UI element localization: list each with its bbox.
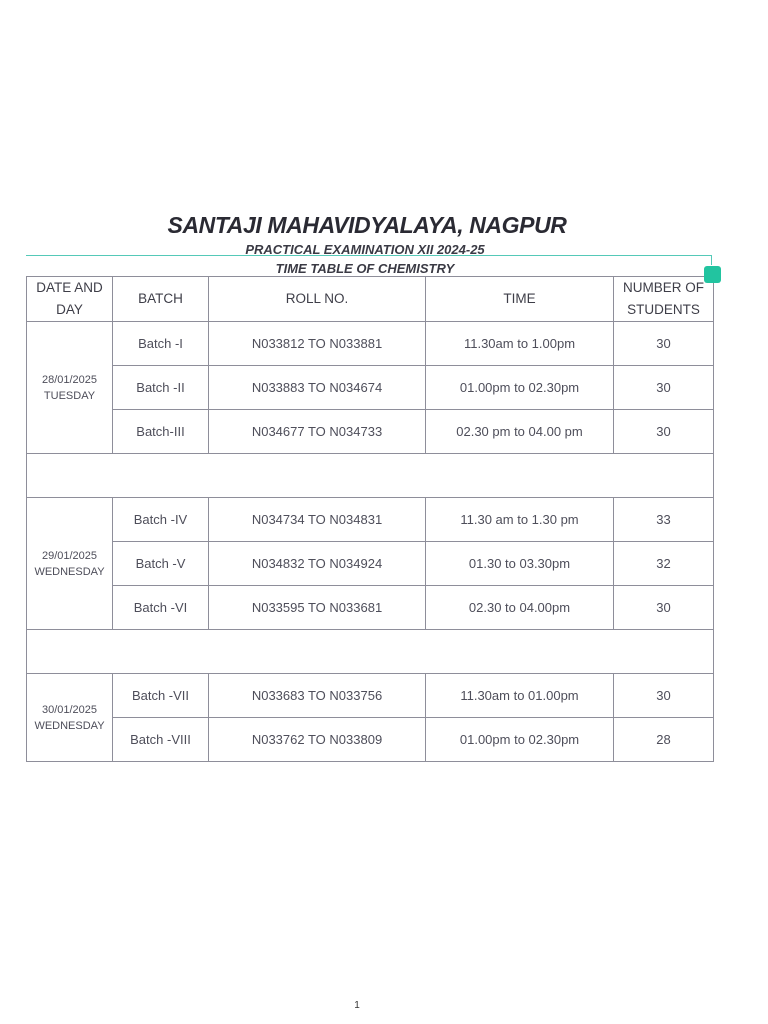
students-cell: 30 (614, 586, 714, 630)
time-cell: 11.30am to 1.00pm (426, 322, 614, 366)
spacer-cell (27, 630, 714, 674)
students-cell: 30 (614, 322, 714, 366)
timetable (26, 276, 714, 762)
roll-cell: N033762 TO N033809 (209, 718, 426, 762)
day-value: WEDNESDAY (34, 565, 105, 578)
roll-cell: N034677 TO N034733 (209, 410, 426, 454)
col-header-batch: BATCH (113, 277, 209, 322)
spacer-cell (27, 454, 714, 498)
roll-cell: N033595 TO N033681 (209, 586, 426, 630)
batch-cell: Batch -IV (113, 498, 209, 542)
page-number: 1 (354, 1000, 360, 1011)
col-header-date-line1: DATE AND (36, 280, 103, 295)
date-value: 30/01/2025 (41, 703, 98, 716)
exam-subtitle: PRACTICAL EXAMINATION XII 2024-25 (245, 242, 485, 257)
col-header-time: TIME (426, 277, 614, 322)
students-cell: 30 (614, 674, 714, 718)
batch-cell: Batch -II (113, 366, 209, 410)
spacer-row (27, 454, 714, 498)
date-value: 29/01/2025 (41, 549, 98, 562)
batch-cell: Batch -VIII (113, 718, 209, 762)
day-value: WEDNESDAY (34, 719, 105, 732)
roll-cell: N034734 TO N034831 (209, 498, 426, 542)
time-cell: 02.30 to 04.00pm (426, 586, 614, 630)
table-row (27, 322, 714, 366)
time-cell: 01.00pm to 02.30pm (426, 366, 614, 410)
table-row (27, 718, 714, 762)
students-cell: 28 (614, 718, 714, 762)
col-header-students-line1: NUMBER OF (623, 280, 704, 295)
roll-cell: N034832 TO N034924 (209, 542, 426, 586)
date-value: 28/01/2025 (41, 373, 98, 386)
table-row (27, 410, 714, 454)
timetable-subtitle: TIME TABLE OF CHEMISTRY (275, 261, 455, 276)
table-header-row (27, 277, 714, 322)
table-row (27, 498, 714, 542)
students-cell: 32 (614, 542, 714, 586)
table-row (27, 674, 714, 718)
table-row (27, 586, 714, 630)
batch-cell: Batch -V (113, 542, 209, 586)
batch-cell: Batch -I (113, 322, 209, 366)
col-header-date (27, 277, 113, 322)
day-value: TUESDAY (43, 389, 96, 402)
batch-cell: Batch -VII (113, 674, 209, 718)
col-header-students (614, 277, 714, 322)
time-cell: 01.00pm to 02.30pm (426, 718, 614, 762)
time-cell: 11.30am to 01.00pm (426, 674, 614, 718)
batch-cell: Batch-III (113, 410, 209, 454)
selection-outline-top (26, 255, 712, 256)
college-title: SANTAJI MAHAVIDYALAYA, NAGPUR (167, 212, 567, 238)
time-cell: 01.30 to 03.30pm (426, 542, 614, 586)
table-row (27, 366, 714, 410)
col-header-roll: ROLL NO. (209, 277, 426, 322)
table-row (27, 542, 714, 586)
spacer-row (27, 630, 714, 674)
students-cell: 30 (614, 410, 714, 454)
students-cell: 33 (614, 498, 714, 542)
col-header-students-line2: STUDENTS (627, 302, 700, 317)
students-cell: 30 (614, 366, 714, 410)
roll-cell: N033683 TO N033756 (209, 674, 426, 718)
time-cell: 02.30 pm to 04.00 pm (426, 410, 614, 454)
col-header-date-line2: DAY (56, 302, 83, 317)
date-cell (27, 322, 113, 454)
roll-cell: N033812 TO N033881 (209, 322, 426, 366)
batch-cell: Batch -VI (113, 586, 209, 630)
date-cell (27, 674, 113, 762)
selection-outline-edge (711, 255, 712, 265)
time-cell: 11.30 am to 1.30 pm (426, 498, 614, 542)
resize-handle[interactable] (704, 266, 721, 283)
roll-cell: N033883 TO N034674 (209, 366, 426, 410)
date-cell (27, 498, 113, 630)
